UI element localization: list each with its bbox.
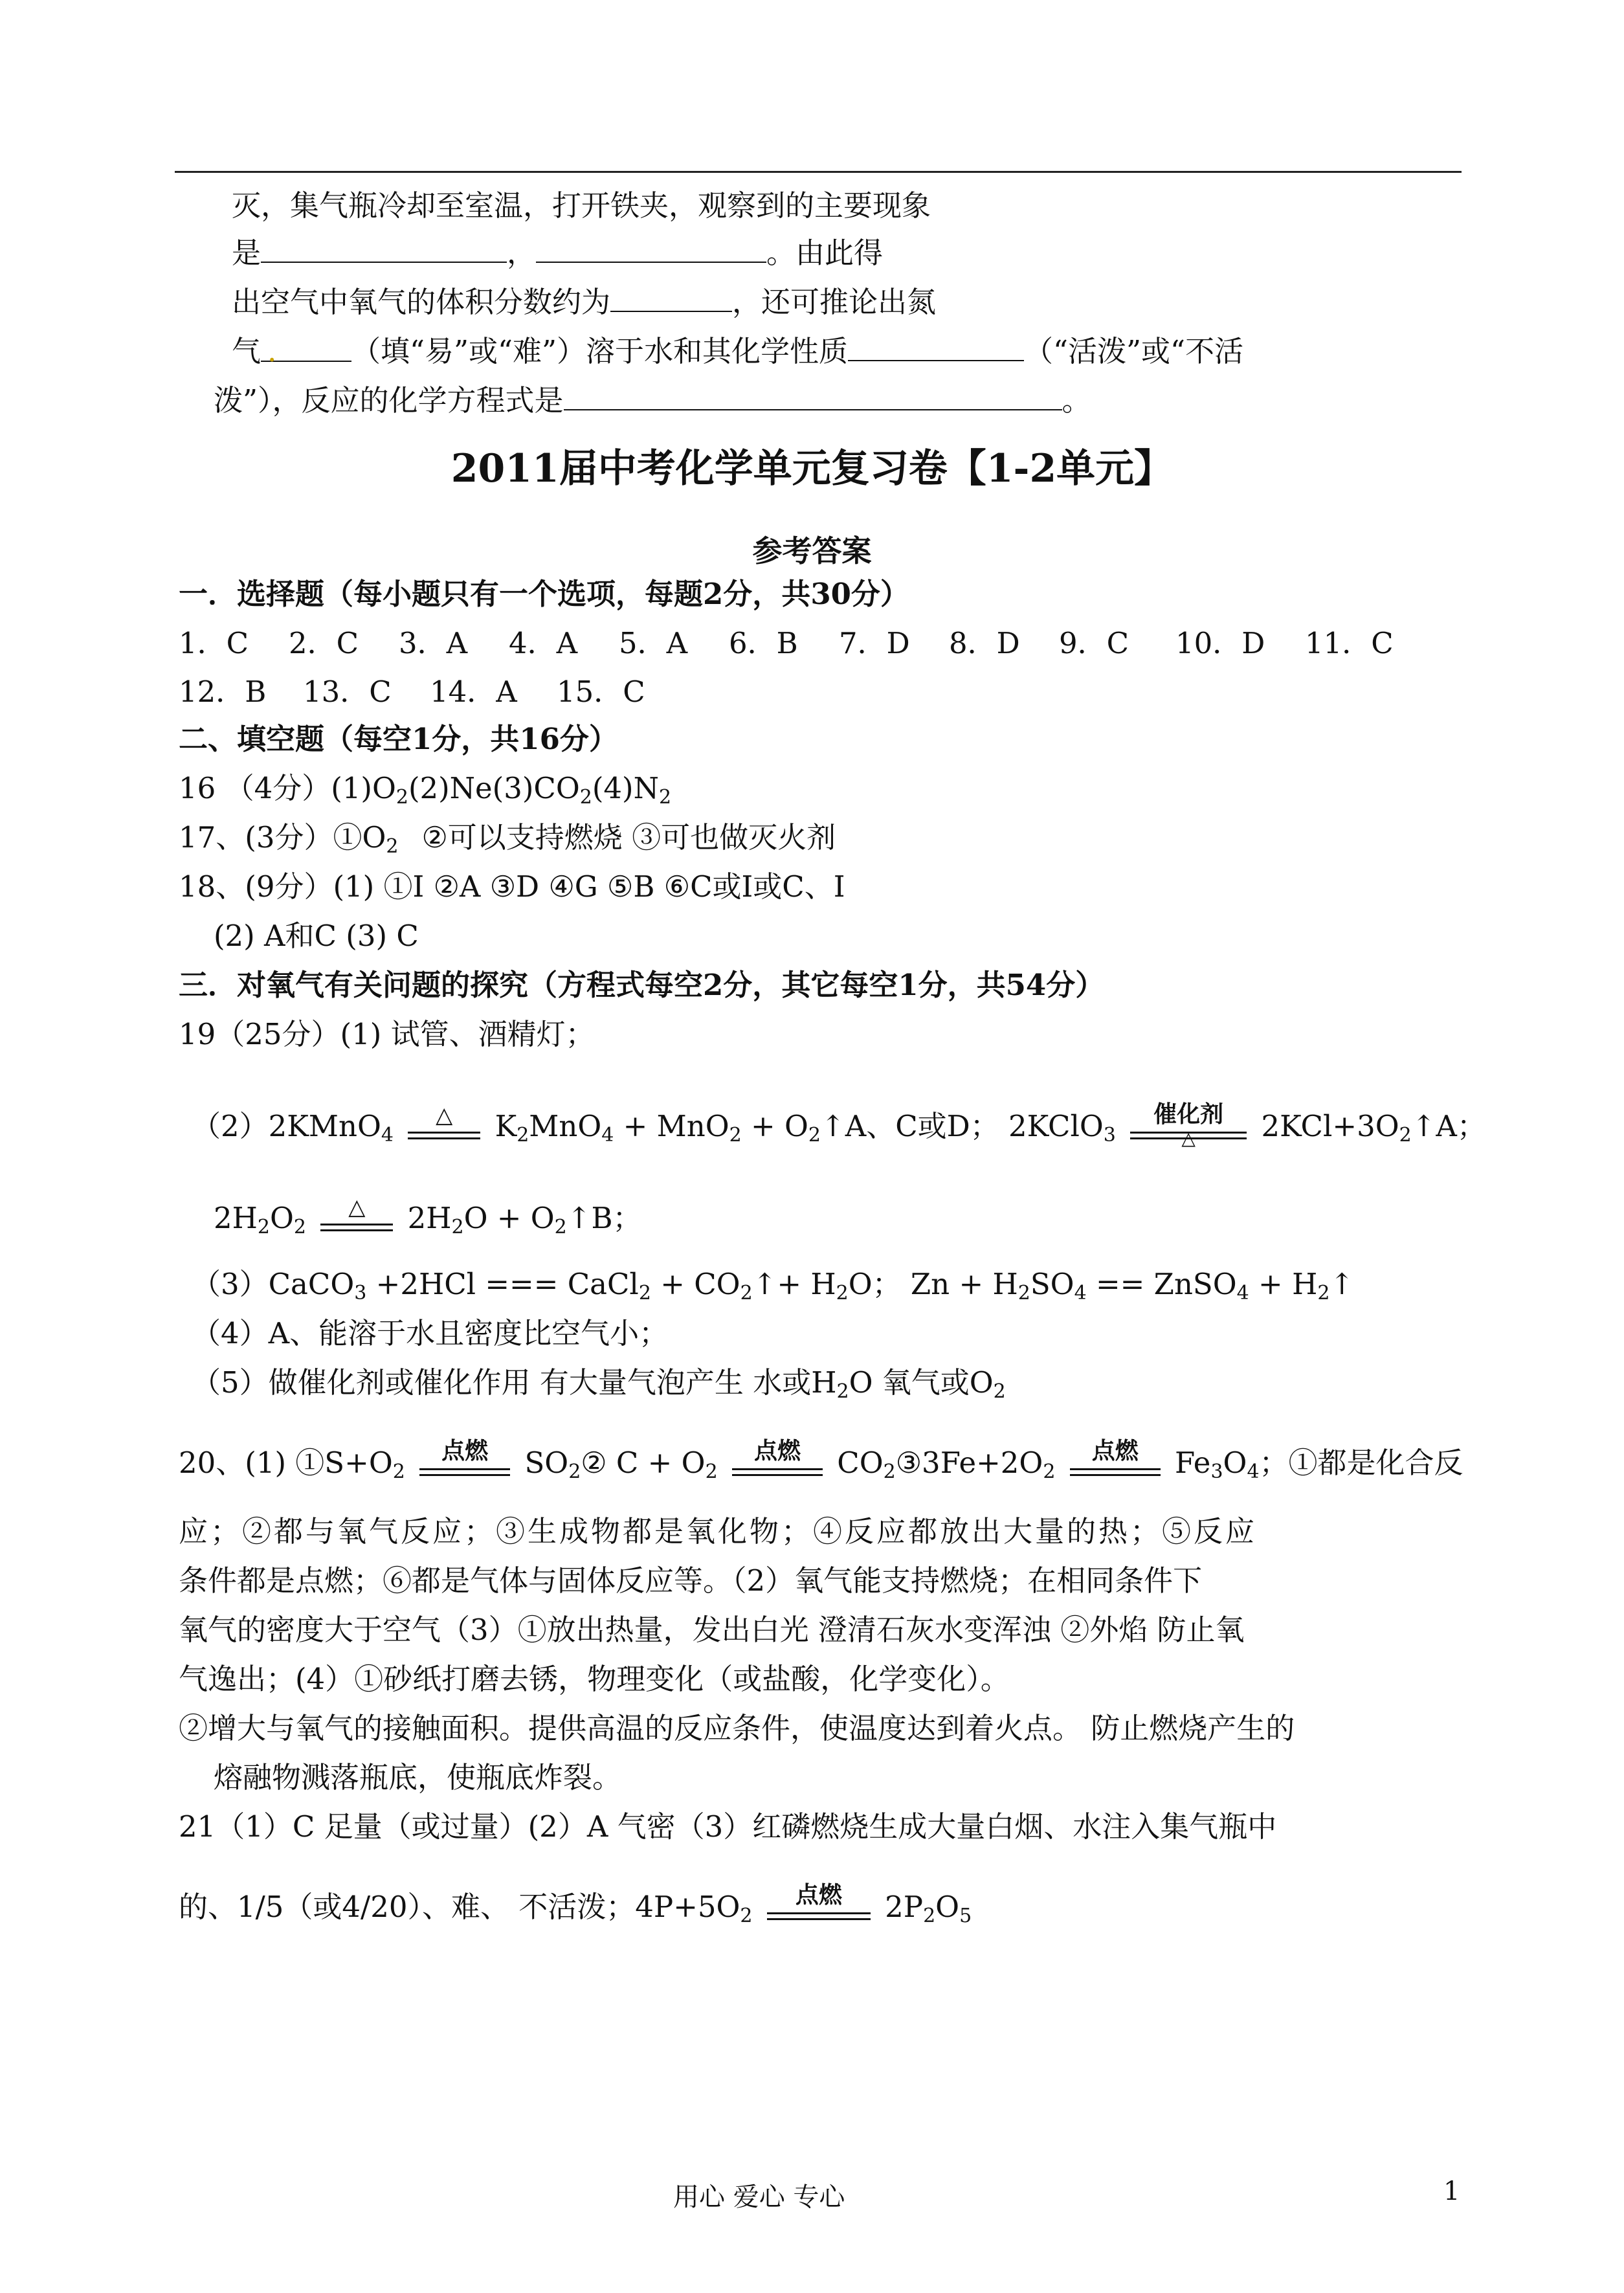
heat-arrow: △ [408,1110,480,1148]
answer-20-1: 20、(1) $①S+O_2$ 点燃 $SO_2②$ $C + O_2$ 点燃 $CO_2③3Fe+2O_2$ 点燃 $Fe_3O_4$；①都是化合反 [179,1442,1463,1485]
answer-20-line4: 氧气的密度大于空气（3）①放出热量，发出白光 澄清石灰水变浑浊 ②外焰 防止氧 [179,1613,1245,1647]
page-title: 2011届中考化学单元复习卷【1-2单元】 [450,446,1174,491]
mc-row-2: 12．B 13．C 14．A 15．C [179,675,645,709]
answer-blank[interactable] [536,232,766,263]
ignite-arrow: 点燃 [767,1890,871,1929]
question-line-5: 泼”），反应的化学方程式是 。 [214,379,1091,421]
answer-19-h2o2: $2H_2O_2$ △ $2H_2O$ + $O_2↑B$； [214,1198,642,1240]
answer-21-line2: 的、1/5（或4/20）、难、 不活泼；$4P+5O_2$ 点燃 $2P_2O_5$ [179,1886,972,1929]
answer-20-line6: ②增大与氧气的接触面积。提供高温的反应条件，使温度达到着火点。 防止燃烧产生的 [179,1711,1295,1745]
ignite-arrow: 点燃 [419,1446,510,1485]
answer-19-5: （5）做催化剂或催化作用 有大量气泡产生 水或$H_2O$ 氧气或$O_2$ [192,1365,1006,1403]
answer-blank[interactable] [564,379,1062,410]
question-line-2: 是 ， 。由此得 [232,232,883,274]
section1-heading: 一．选择题（每小题只有一个选项，每题2分，共30分） [179,577,909,611]
heat-arrow: △ [320,1202,393,1240]
answer-18: 18、(9分）(1) ①I ②A ③D ④G ⑤B ⑥C或I或C、I [179,869,845,904]
answer-19-4: （4）A、能溶于水且密度比空气小； [192,1316,669,1350]
answer-20-line3: 条件都是点燃；⑥都是气体与固体反应等。（2）氧气能支持燃烧；在相同条件下 [179,1563,1203,1598]
answer-blank[interactable] [848,330,1024,361]
answer-20-line7: 熔融物溅落瓶底，使瓶底炸裂。 [214,1760,622,1795]
answer-blank[interactable] [610,281,732,312]
mc-row-1: 1．C 2．C 3．A 4．A 5．A 6．B 7．D 8．D 9．C 10．D 11．C [179,626,1394,660]
section2-heading: 二、填空题（每空1分，共16分） [179,722,618,756]
section3-heading: 三．对氧气有关问题的探究（方程式每空2分，其它每空1分，共54分） [179,968,1105,1002]
answer-blank[interactable] [261,232,507,263]
answer-20-line2: 应；②都与氧气反应；③生成物都是氧化物；④反应都放出大量的热；⑤反应 [179,1514,1258,1549]
answer-16: 16 （4分）$(1)O_2(2)Ne(3)CO_2(4)N_2$ [179,771,672,809]
answer-19-2: （2）2KMnO$_4$ △ $K_2MnO_4 + MnO_2$ + $O_2↑A$、C或D； 2KClO$_3$ 催化剂 △ $2KCl+3O_2↑A$； [192,1101,1486,1149]
header-rule [175,171,1462,173]
answer-20-line5: 气逸出；(4）①砂纸打磨去锈，物理变化（或盐酸，化学变化）。 [179,1662,1010,1696]
answers-title: 参考答案 [752,533,872,568]
ignite-arrow: 点燃 [1070,1446,1161,1485]
answer-17: 17、(3分）$①O_2$ ②可以支持燃烧 ③可也做灭火剂 [179,820,836,858]
answer-21-line1: 21（1）C 足量（或过量）(2）A 气密（3）红磷燃烧生成大量白烟、水注入集气瓶中 [179,1809,1277,1844]
answer-19-1: 19（25分）(1) 试管、酒精灯； [179,1017,595,1051]
answer-blank[interactable]: . [261,331,351,362]
catalyst-arrow: 催化剂 △ [1130,1110,1247,1148]
question-line-1: 灭，集气瓶冷却至室温，打开铁夹，观察到的主要现象 [232,188,931,223]
answer-18-2: (2) A和C (3) C [214,919,419,953]
page-number: 1 [1443,2176,1460,2206]
ignite-arrow: 点燃 [732,1446,823,1485]
footer-motto: 用心 爱心 专心 [673,2182,845,2212]
answer-19-3: （3）CaCO$_3$ +2HCl === CaCl$_2$ + $CO_2↑+ H_2O$； $Zn + H_2SO_4$ == ZnSO$_4$ + $H_2↑$ [192,1267,1355,1304]
question-line-3: 出空气中氧气的体积分数约为 ，还可推论出氮 [232,281,936,323]
question-line-4: 气 . （填“易”或“难”）溶于水和其化学性质 （“活泼”或“不活 [232,330,1243,372]
